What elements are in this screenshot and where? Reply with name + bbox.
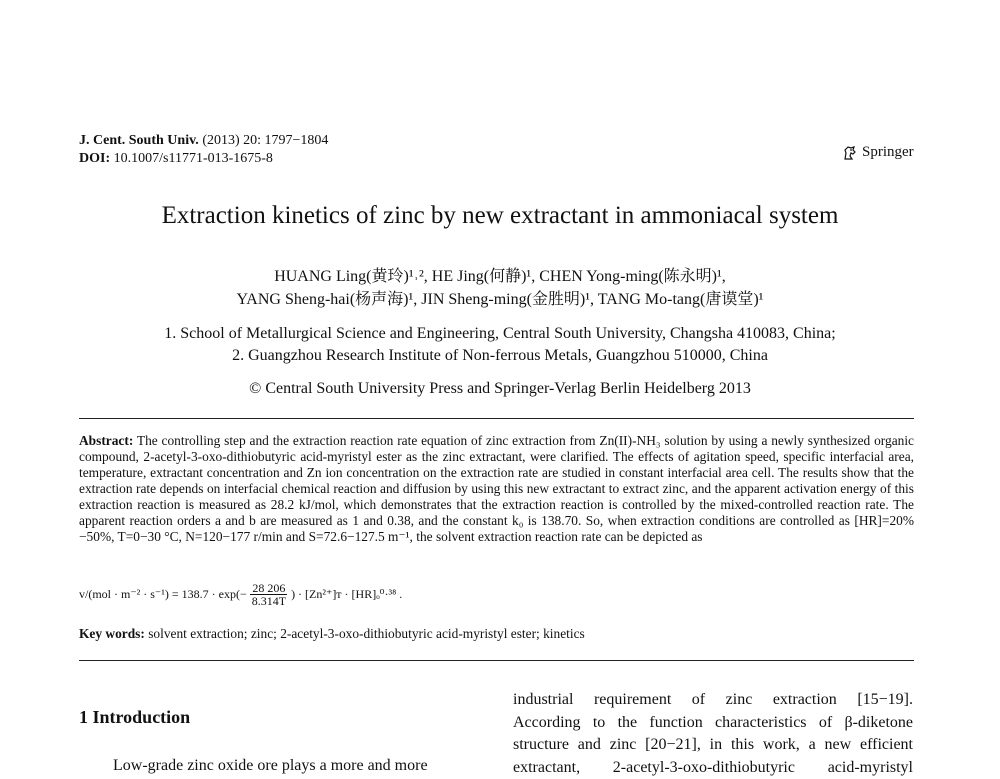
equation-lhs: v/(mol · m⁻² · s⁻¹) = 138.7 · exp(− bbox=[79, 587, 247, 602]
publisher-logo bbox=[842, 144, 914, 161]
rate-equation bbox=[79, 582, 402, 607]
doi-line bbox=[79, 151, 273, 167]
paper-title: Extraction kinetics of zinc by new extractant in ammoniacal system bbox=[0, 202, 1000, 230]
keywords-line bbox=[79, 626, 585, 642]
publisher-name: Springer bbox=[862, 144, 914, 161]
doi-value[interactable]: 10.1007/s11771-013-1675-8 bbox=[114, 151, 273, 166]
abstract-block bbox=[79, 433, 914, 545]
springer-horse-icon bbox=[842, 145, 858, 161]
abstract-label: Abstract: bbox=[79, 433, 133, 448]
equation-rhs: ) · [Zn²⁺]ᴛ · [HR]ₒ⁰·³⁸ . bbox=[291, 587, 402, 602]
journal-name: J. Cent. South Univ. bbox=[79, 133, 199, 148]
equation-fraction bbox=[250, 582, 288, 607]
copyright-notice: © Central South University Press and Springer-Verlag Berlin Heidelberg 2013 bbox=[0, 380, 1000, 398]
introduction-paragraph: Low-grade zinc oxide ore plays a more and more bbox=[79, 757, 479, 775]
right-column-line: structure and zinc [20−21], in this work, a new efficient bbox=[513, 734, 913, 757]
journal-issue: (2013) 20: 1797−1804 bbox=[202, 133, 328, 148]
journal-citation bbox=[79, 133, 328, 149]
divider-bottom bbox=[79, 660, 914, 661]
right-column-line: According to the function characteristics of β-diketone bbox=[513, 712, 913, 735]
right-column-text bbox=[513, 689, 913, 779]
keywords-label: Key words: bbox=[79, 626, 145, 641]
divider-top bbox=[79, 418, 914, 419]
affiliation-1: 1. School of Metallurgical Science and Engineering, Central South University, Changsha 410083, China; bbox=[0, 325, 1000, 343]
affiliation-2: 2. Guangzhou Research Institute of Non-ferrous Metals, Guangzhou 510000, China bbox=[0, 347, 1000, 365]
section-heading-introduction: 1 Introduction bbox=[79, 707, 190, 728]
equation-numerator: 28 206 bbox=[250, 582, 287, 595]
keywords-text: solvent extraction; zinc; 2-acetyl-3-oxo-dithiobutyric acid-myristyl ester; kinetics bbox=[148, 626, 585, 641]
right-column-line: extractant, 2-acetyl-3-oxo-dithiobutyric acid-myristyl bbox=[513, 757, 913, 779]
authors-line-1: HUANG Ling(黄玲)¹˒², HE Jing(何静)¹, CHEN Yong-ming(陈永明)¹, bbox=[0, 263, 1000, 286]
right-column-line: industrial requirement of zinc extraction [15−19]. bbox=[513, 689, 913, 712]
doi-label: DOI: bbox=[79, 151, 110, 166]
abstract-text: The controlling step and the extraction reaction rate equation of zinc extraction from Zn(II)-NH₃ solution by using a newly synthesized organic compound, 2-acetyl-3-oxo-dithiobutyric acid-myristyl ester as the zinc extractant, were clarified. The effects of agitation speed, specific interfacial area, temperature, extractant concentration and Zn ion concentration on the extraction rate are studied in constant interfacial area cell. The results show that the extraction rate depends on interfacial chemical reaction and diffusion by using this new extractant to extract zinc, and the apparent activation energy of this extraction reaction is measured as 28.2 kJ/mol, which demonstrates that the extraction reaction is controlled by the mixed-controlled reaction rate. The apparent reaction orders a and b are measured as 1 and 0.38, and the constant k₀ is 138.70. So, when extraction conditions are controlled as [HR]=20%−50%, T=0−30 °C, N=120−177 r/min and S=72.6−127.5 m⁻¹, the solvent extraction reaction rate can be depicted as bbox=[79, 433, 914, 544]
equation-denominator: 8.314T bbox=[250, 595, 288, 607]
authors-line-2: YANG Sheng-hai(杨声海)¹, JIN Sheng-ming(金胜明)¹, TANG Mo-tang(唐谟堂)¹ bbox=[0, 286, 1000, 309]
